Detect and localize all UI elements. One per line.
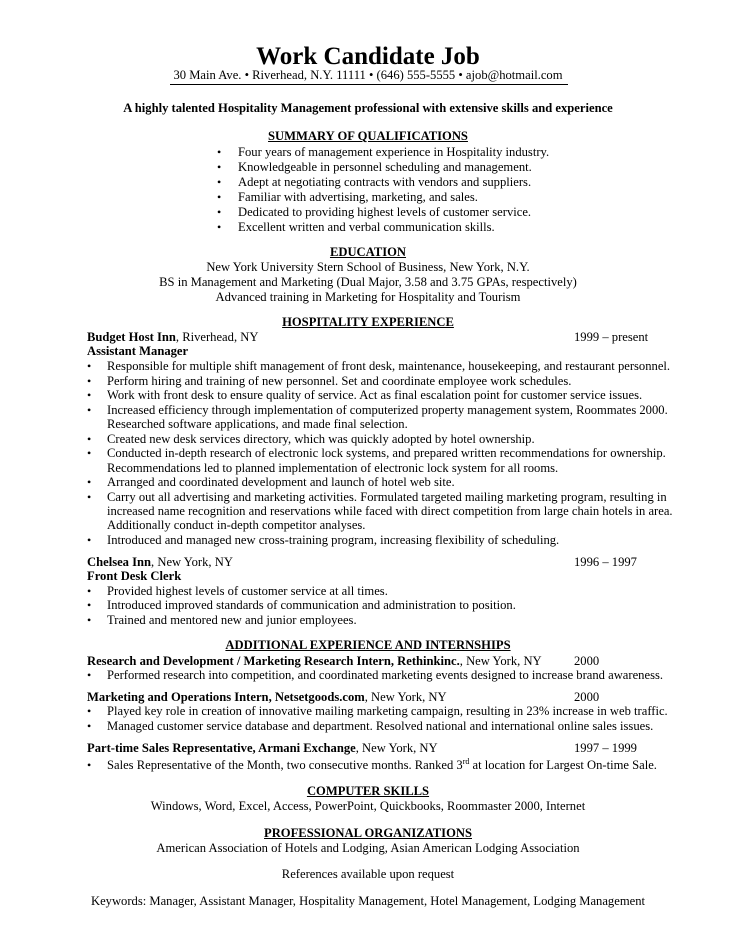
organizations-list: American Association of Hotels and Lodging, Asian American Lodging Association: [156, 841, 580, 855]
bullet: •: [87, 719, 92, 733]
internship-line: [87, 742, 438, 755]
internship-duty: Managed customer service database and department. Resolved national and international online sales issues.: [107, 719, 654, 733]
bullet: •: [87, 598, 92, 612]
education-degree: BS in Management and Marketing (Dual Major, 3.58 and 3.75 GPAs, respectively): [159, 275, 577, 289]
summary-heading: SUMMARY OF QUALIFICATIONS: [268, 129, 468, 143]
job-employer-line: [87, 331, 258, 344]
job-dates: 1996 – 1997: [574, 555, 637, 569]
additional-heading: ADDITIONAL EXPERIENCE AND INTERNSHIPS: [225, 638, 511, 652]
contact-info: 30 Main Ave. • Riverhead, N.Y. 11111 • (646) 555-5555 • ajob@hotmail.com: [173, 68, 563, 82]
job-employer-line: [87, 556, 233, 569]
internship-location: , New York, NY: [355, 741, 438, 755]
job-duty: Increased efficiency through implementation of computerized property management system, Roommates 2000.: [107, 403, 668, 417]
duty-text: Sales Representative of the Month, two consecutive months. Ranked 3: [107, 758, 463, 772]
job-duty: Trained and mentored new and junior employees.: [107, 613, 357, 627]
internship-dates: 2000: [574, 690, 600, 704]
references-note: References available upon request: [281, 867, 455, 881]
bullet: •: [87, 613, 92, 627]
duty-text: at location for Largest On-time Sale.: [469, 758, 657, 772]
ordinal-suffix: rd: [462, 757, 470, 766]
candidate-name: Work Candidate Job: [256, 43, 480, 70]
bullet: •: [217, 145, 222, 159]
summary-item: Excellent written and verbal communication skills.: [238, 220, 495, 234]
bullet: •: [87, 374, 92, 388]
job-duty: Provided highest levels of customer service at all times.: [107, 584, 388, 598]
job-duty: Work with front desk to ensure quality of service. Act as final escalation point for customer service issues.: [107, 388, 643, 402]
internship-title: Research and Development / Marketing Research Intern, Rethinkinc.: [87, 654, 460, 668]
internship-duty: [107, 759, 657, 772]
bullet: •: [87, 668, 92, 682]
bullet: •: [87, 403, 92, 417]
bullet: •: [87, 584, 92, 598]
summary-item: Knowledgeable in personnel scheduling and management.: [238, 160, 532, 174]
job-duty: Carry out all advertising and marketing activities. Formulated targeted mailing marketing program, resulting in: [107, 490, 667, 504]
bullet: •: [87, 446, 92, 460]
header-divider: [170, 84, 568, 85]
summary-item: Dedicated to providing highest levels of customer service.: [238, 205, 532, 219]
education-heading: EDUCATION: [329, 245, 407, 259]
hospitality-heading: HOSPITALITY EXPERIENCE: [282, 315, 454, 329]
bullet: •: [87, 475, 92, 489]
internship-title: Marketing and Operations Intern, Netsetgoods.com: [87, 690, 365, 704]
education-school: New York University Stern School of Business, New York, N.Y.: [206, 260, 530, 274]
bullet: •: [87, 388, 92, 402]
job-employer: Chelsea Inn: [87, 555, 152, 569]
job-location: , New York, NY: [151, 555, 233, 569]
summary-item: Four years of management experience in Hospitality industry.: [238, 145, 550, 159]
job-title: Assistant Manager: [87, 344, 189, 358]
job-duty-continued: Recommendations led to planned implementation of electronic lock system for all rooms.: [107, 461, 559, 475]
bullet: •: [217, 205, 222, 219]
internship-line: [87, 691, 447, 704]
job-employer: Budget Host Inn: [87, 330, 176, 344]
bullet: •: [217, 190, 222, 204]
internship-location: , New York, NY: [364, 690, 447, 704]
bullet: •: [217, 160, 222, 174]
job-duty: Introduced and managed new cross-training program, increasing flexibility of scheduling.: [107, 533, 560, 547]
job-title: Front Desk Clerk: [87, 569, 182, 583]
job-duty: Perform hiring and training of new personnel. Set and coordinate employee work schedules.: [107, 374, 572, 388]
bullet: •: [217, 220, 222, 234]
bullet: •: [87, 432, 92, 446]
organizations-heading: PROFESSIONAL ORGANIZATIONS: [264, 826, 472, 840]
job-duty-continued: increased name recognition and reservations while faced with direct competition from large chain hotels in area.: [107, 504, 673, 518]
job-location: , Riverhead, NY: [175, 330, 259, 344]
job-duty: Conducted in-depth research of electronic lock systems, and prepared written recommendations for ownership.: [107, 446, 666, 460]
internship-dates: 1997 – 1999: [574, 741, 637, 755]
profile-tagline: A highly talented Hospitality Management professional with extensive skills and experience: [123, 101, 613, 115]
internship-title: Part-time Sales Representative, Armani Exchange: [87, 741, 356, 755]
job-dates: 1999 – present: [574, 330, 649, 344]
internship-duty: Performed research into competition, and coordinated marketing events designed to increase brand awareness.: [107, 668, 664, 682]
internship-line: [87, 655, 542, 668]
education-training: Advanced training in Marketing for Hospitality and Tourism: [215, 290, 521, 304]
job-duty: Created new desk services directory, which was quickly adopted by hotel ownership.: [107, 432, 535, 446]
computer-skills-heading: COMPUTER SKILLS: [306, 784, 430, 798]
internship-duty: Played key role in creation of innovative mailing marketing campaign, resulting in 23% increase in web traffic.: [107, 704, 668, 718]
keywords-line: Keywords: Manager, Assistant Manager, Hospitality Management, Hotel Management, Lodging Management: [90, 894, 646, 908]
summary-item: Familiar with advertising, marketing, and sales.: [238, 190, 478, 204]
bullet: •: [87, 490, 92, 504]
bullet: •: [87, 359, 92, 373]
job-duty-continued: Researched software applications, and made final selection.: [107, 417, 408, 431]
internship-location: , New York, NY: [459, 654, 542, 668]
job-duty-continued: Additionally conduct in-depth competitor analyses.: [107, 518, 366, 532]
computer-skills-list: Windows, Word, Excel, Access, PowerPoint, Quickbooks, Roommaster 2000, Internet: [150, 799, 586, 813]
bullet: •: [87, 758, 92, 772]
bullet: •: [217, 175, 222, 189]
summary-item: Adept at negotiating contracts with vendors and suppliers.: [238, 175, 532, 189]
job-duty: Introduced improved standards of communication and administration to position.: [107, 598, 516, 612]
bullet: •: [87, 704, 92, 718]
job-duty: Arranged and coordinated development and launch of hotel web site.: [107, 475, 455, 489]
bullet: •: [87, 533, 92, 547]
internship-dates: 2000: [574, 654, 600, 668]
job-duty: Responsible for multiple shift management of front desk, maintenance, housekeeping, and restaurant personnel.: [107, 359, 671, 373]
